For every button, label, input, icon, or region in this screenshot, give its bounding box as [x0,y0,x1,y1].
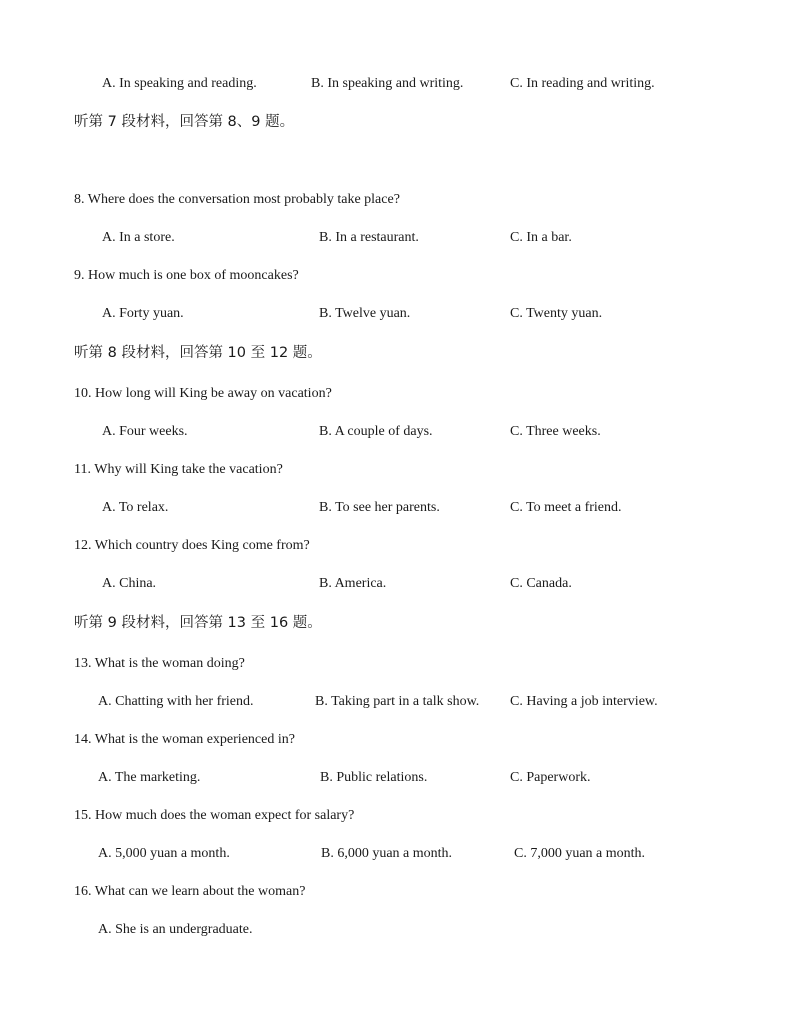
q14-option-b: B. Public relations. [320,770,428,785]
q16-option-a: A. She is an undergraduate. [98,922,253,937]
section-heading-9: 听第 9 段材料，回答第 13 至 16 题。 [74,615,322,631]
q15-option-b: B. 6,000 yuan a month. [321,846,453,861]
section-heading-7: 听第 7 段材料，回答第 8、9 题。 [74,114,295,130]
q14-option-c: C. Paperwork. [510,770,591,785]
q10-option-b: B. A couple of days. [319,424,433,439]
q10-option-a: A. Four weeks. [102,424,188,439]
q7-option-a: A. In speaking and reading. [102,76,257,91]
q12-option-a: A. China. [102,576,157,591]
q7-option-b: B. In speaking and writing. [311,76,464,91]
q8-option-b: B. In a restaurant. [319,230,419,245]
q15-option-c: C. 7,000 yuan a month. [514,846,646,861]
question-15: 15. How much does the woman expect for salary? [74,808,355,823]
q11-option-b: B. To see her parents. [319,500,440,515]
question-8: 8. Where does the conversation most probably take place? [74,192,400,207]
question-16: 16. What can we learn about the woman? [74,884,306,899]
q15-option-a: A. 5,000 yuan a month. [98,846,230,861]
q13-option-b: B. Taking part in a talk show. [315,694,480,709]
q12-option-c: C. Canada. [510,576,572,591]
q9-option-b: B. Twelve yuan. [319,306,411,321]
q7-option-c: C. In reading and writing. [510,76,655,91]
q9-option-c: C. Twenty yuan. [510,306,603,321]
question-12: 12. Which country does King come from? [74,538,310,553]
question-11: 11. Why will King take the vacation? [74,462,283,477]
q8-option-a: A. In a store. [102,230,175,245]
q13-option-a: A. Chatting with her friend. [98,694,254,709]
q10-option-c: C. Three weeks. [510,424,601,439]
q12-option-b: B. America. [319,576,387,591]
q11-option-a: A. To relax. [102,500,169,515]
q13-option-c: C. Having a job interview. [510,694,658,709]
q9-option-a: A. Forty yuan. [102,306,184,321]
question-10: 10. How long will King be away on vacation? [74,386,332,401]
question-9: 9. How much is one box of mooncakes? [74,268,299,283]
q11-option-c: C. To meet a friend. [510,500,622,515]
question-13: 13. What is the woman doing? [74,656,245,671]
question-14: 14. What is the woman experienced in? [74,732,295,747]
section-heading-8: 听第 8 段材料，回答第 10 至 12 题。 [74,345,322,361]
q14-option-a: A. The marketing. [98,770,201,785]
q8-option-c: C. In a bar. [510,230,572,245]
